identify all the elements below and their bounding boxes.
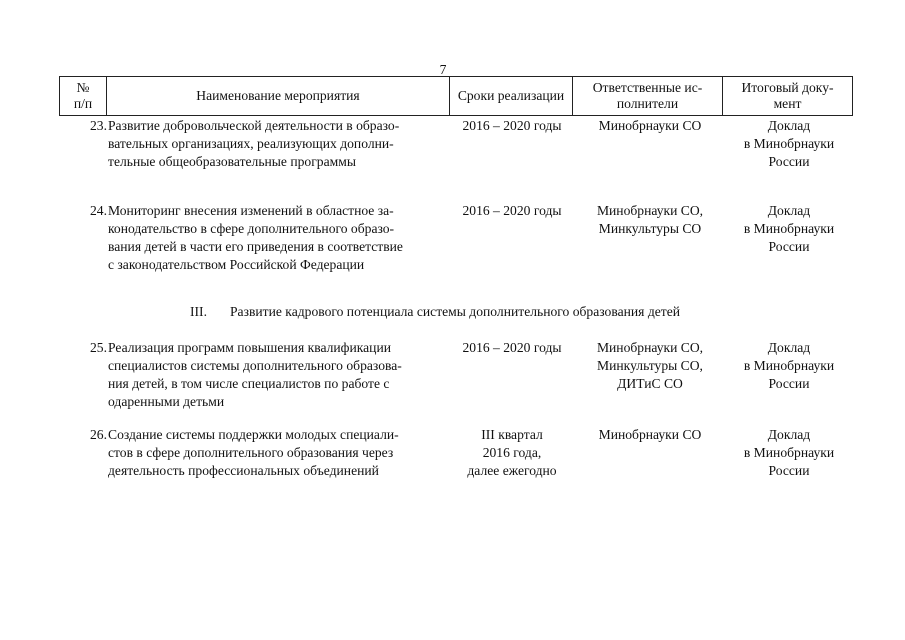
row-document	[725, 339, 853, 393]
row-document-line: в Минобрнауки	[743, 358, 835, 373]
row-name-line: стов в сфере дополнительного образования через	[108, 445, 394, 460]
row-term	[449, 426, 575, 480]
section-title: Развитие кадрового потенциала системы дополнительного образования детей	[230, 304, 681, 319]
row-document-line: России	[768, 463, 810, 478]
row-term-line: далее ежегодно	[467, 463, 557, 478]
row-executor	[577, 426, 723, 444]
header-doc	[723, 77, 852, 115]
row-term	[449, 339, 575, 357]
row-name-line: ния детей, в том числе специалистов по работе с	[108, 376, 390, 391]
row-name	[108, 426, 447, 480]
section-number: III.	[190, 304, 207, 319]
header-num-line-2: п/п	[73, 96, 93, 111]
row-executor-line: Минобрнауки СО	[598, 427, 702, 442]
row-name-line: деятельность профессиональных объединений	[108, 463, 379, 478]
row-name-line: Развитие добровольческой деятельности в образо-	[108, 118, 400, 133]
row-number: 25.	[90, 340, 107, 355]
row-name-line: одаренными детьми	[108, 394, 225, 409]
row-document-line: в Минобрнауки	[743, 221, 835, 236]
row-name-line: Мониторинг внесения изменений в областное за-	[108, 203, 394, 218]
row-name-line: специалистов системы дополнительного образова-	[108, 358, 402, 373]
row-number: 23.	[90, 118, 107, 133]
row-name-line: с законодательством Российской Федерации	[108, 257, 365, 272]
row-name	[108, 202, 447, 274]
row-name-line: вания детей в части его приведения в соответствие	[108, 239, 403, 254]
row-term-line: 2016 – 2020 годы	[462, 340, 562, 355]
header-exec-line-2: полнители	[616, 96, 679, 111]
row-document-line: Доклад	[767, 118, 811, 133]
row-term-line: 2016 года,	[482, 445, 542, 460]
row-executor-line: Минобрнауки СО	[598, 118, 702, 133]
row-executor-line: Минкультуры СО,	[597, 358, 703, 373]
row-term-line: 2016 – 2020 годы	[462, 203, 562, 218]
row-term	[449, 117, 575, 135]
row-executor-line: Минкультуры СО	[598, 221, 702, 236]
row-number: 24.	[90, 203, 107, 218]
row-name-line: конодательство в сфере дополнительного образо-	[108, 221, 395, 236]
header-name: Наименование мероприятия	[196, 88, 360, 103]
row-document-line: в Минобрнауки	[743, 136, 835, 151]
row-document-line: России	[768, 239, 810, 254]
table-header	[59, 76, 853, 116]
row-document	[725, 202, 853, 256]
row-executor-line: ДИТиС СО	[617, 376, 683, 391]
row-document-line: России	[768, 154, 810, 169]
page-number: 7	[439, 62, 447, 77]
row-number: 26.	[90, 427, 107, 442]
header-doc-line-1: Итоговый доку-	[741, 80, 834, 95]
row-document-line: России	[768, 376, 810, 391]
row-executor	[577, 202, 723, 238]
row-document	[725, 117, 853, 171]
row-name-line: Создание системы поддержки молодых специали-	[108, 427, 399, 442]
row-document-line: в Минобрнауки	[743, 445, 835, 460]
row-executor-line: Минобрнауки СО,	[596, 340, 704, 355]
row-name	[108, 339, 447, 411]
row-term-line: III квартал	[481, 427, 543, 442]
row-document-line: Доклад	[767, 203, 811, 218]
header-doc-line-2: мент	[773, 96, 802, 111]
header-term: Сроки реализации	[457, 88, 565, 103]
header-num-line-1: №	[76, 80, 90, 95]
row-term	[449, 202, 575, 220]
header-exec-line-1: Ответственные ис-	[592, 80, 703, 95]
header-exec	[573, 77, 722, 115]
row-executor-line: Минобрнауки СО,	[596, 203, 704, 218]
row-name-line: тельные общеобразовательные программы	[108, 154, 356, 169]
row-name-line: Реализация программ повышения квалификации	[108, 340, 391, 355]
row-name	[108, 117, 447, 171]
row-document-line: Доклад	[767, 340, 811, 355]
row-document-line: Доклад	[767, 427, 811, 442]
row-document	[725, 426, 853, 480]
row-executor	[577, 117, 723, 135]
row-name-line: вательных организациях, реализующих дополни-	[108, 136, 394, 151]
header-num	[60, 77, 106, 115]
row-term-line: 2016 – 2020 годы	[462, 118, 562, 133]
row-executor	[577, 339, 723, 393]
